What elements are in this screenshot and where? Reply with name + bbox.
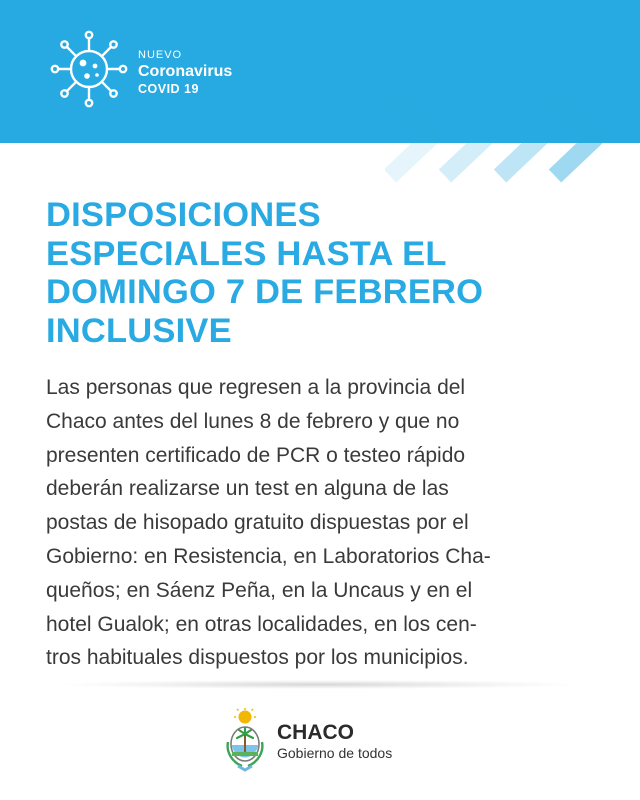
body-line: postas de hisopado gratuito dispuestas por el [46,511,469,535]
body-line: tros habituales dispuestos por los municipios. [46,646,469,670]
header-line-coronavirus: Coronavirus [138,63,233,80]
virus-icon [50,30,128,108]
body-line: queños; en Sáenz Peña, en la Uncaus y en el [46,578,473,602]
body-line: Las personas que regresen a la provincia del [46,376,466,399]
body-line: Chaco antes del lunes 8 de febrero y que no [46,409,460,433]
title-line: DISPOSICIONES [46,196,321,234]
chevron-arrows-icon [385,95,640,190]
body-paragraph [46,371,606,675]
title-line: INCLUSIVE [46,311,232,350]
header-line-nuevo: NUEVO [138,49,183,61]
page-title [46,196,606,350]
body-line: presenten certificado de PCR o testeo rápido [46,443,466,467]
title-line: DOMINGO 7 DE FEBRERO [46,273,484,312]
header-title [138,50,232,96]
body-line: deberán realizarse un test en alguna de las [46,477,449,501]
header-line-covid: COVID 19 [138,82,199,96]
brand-tagline: Gobierno de todos [277,745,393,761]
chaco-seal-icon [222,708,268,772]
title-line: ESPECIALES HASTA EL [46,234,447,273]
body-line: hotel Gualok; en otras localidades, en los cen- [46,612,477,636]
divider-shadow [64,680,574,689]
brand-name: CHACO [277,721,354,744]
body-line: Gobierno: en Resistencia, en Laboratorios Cha- [46,544,491,568]
